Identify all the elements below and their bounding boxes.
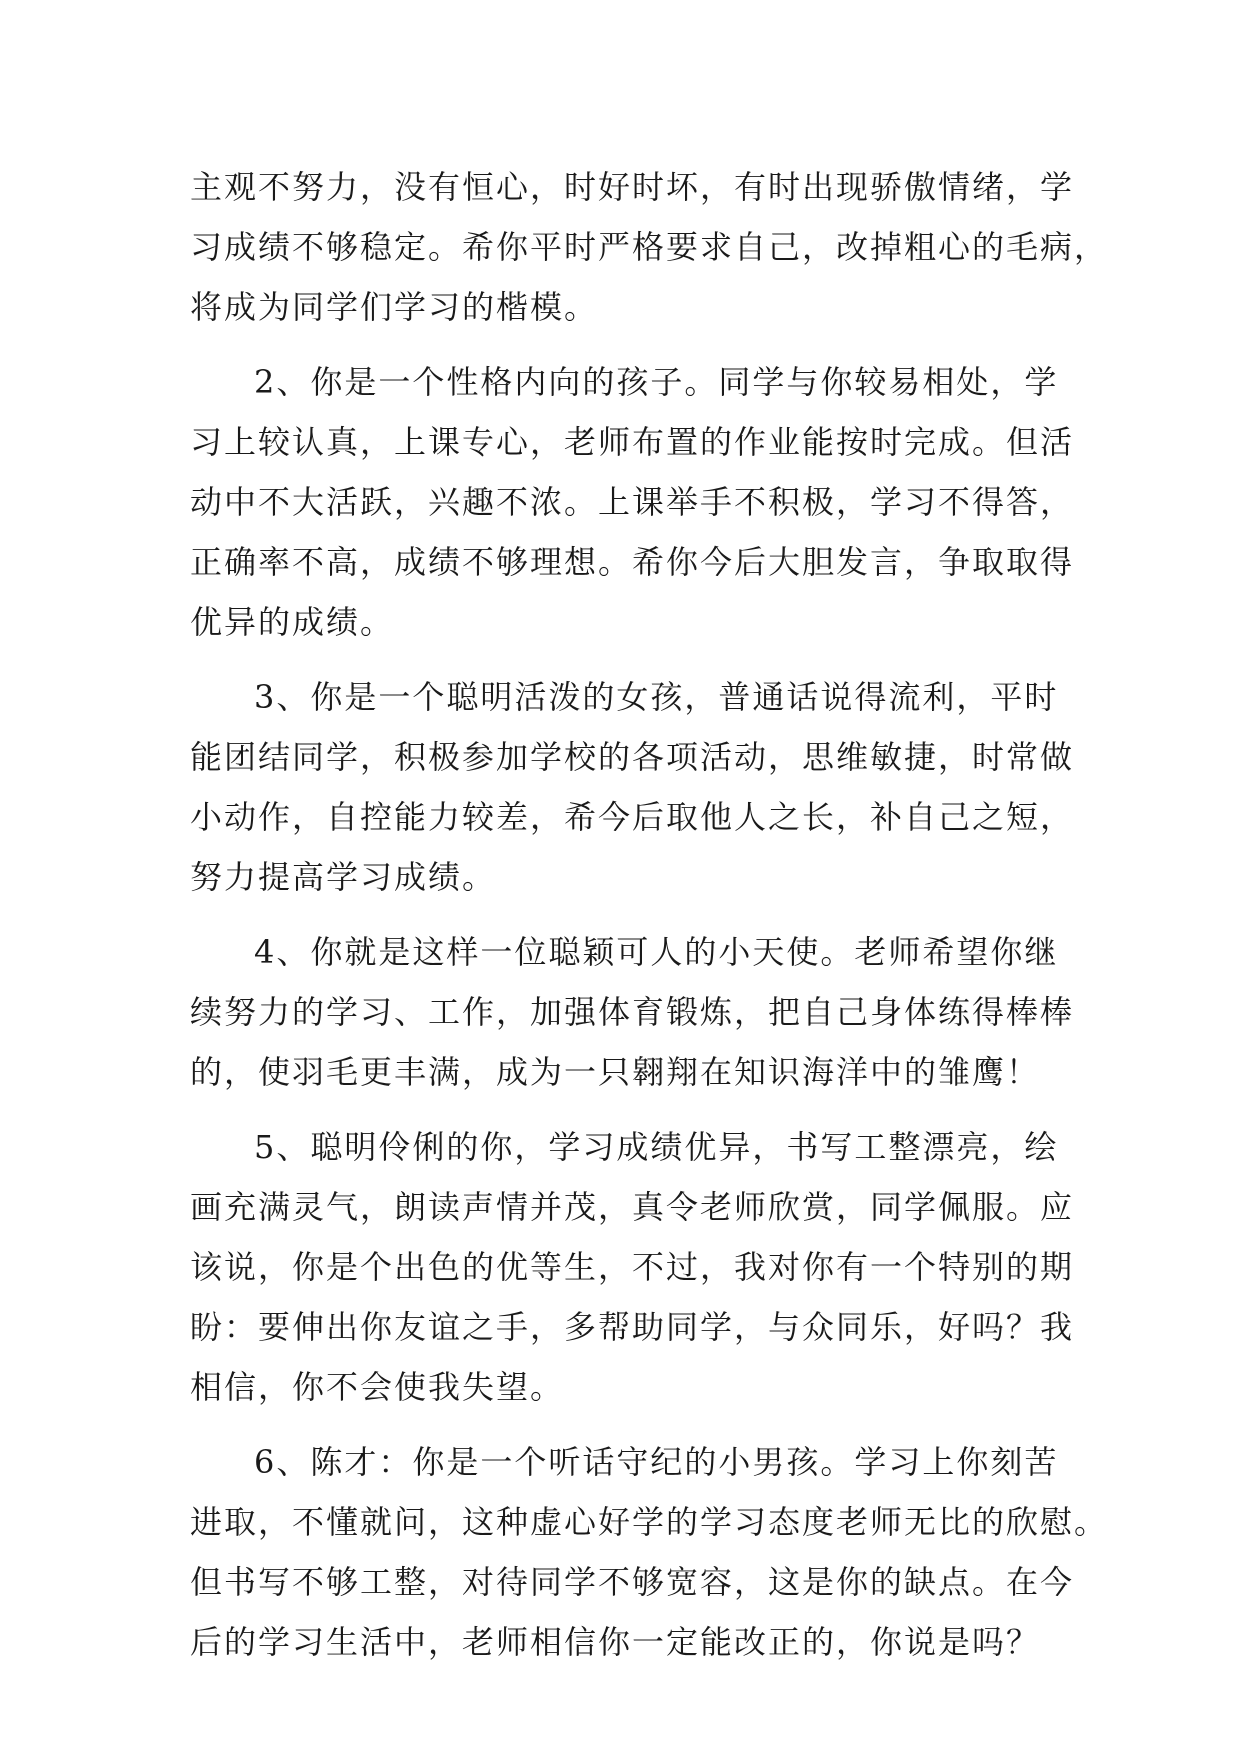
text-line: 后的学习生活中，老师相信你一定能改正的，你说是吗？ (190, 1623, 1041, 1661)
text-line: 画充满灵气，朗读声情并茂，真令老师欣赏，同学佩服。应 (190, 1188, 1075, 1226)
text-line: 习成绩不够稳定。希你平时严格要求自己，改掉粗心的毛病， (190, 228, 1109, 266)
paragraph-2 (190, 352, 1075, 652)
paragraph-5 (190, 1117, 1075, 1417)
text-line: 续努力的学习、工作，加强体育锻炼，把自己身体练得棒棒 (190, 993, 1075, 1031)
text-line: 小动作，自控能力较差，希今后取他人之长，补自己之短， (190, 798, 1075, 836)
text-line: 正确率不高，成绩不够理想。希你今后大胆发言，争取取得 (190, 543, 1075, 581)
text-line: 5、聪明伶俐的你，学习成绩优异，书写工整漂亮，绘 (254, 1128, 1059, 1166)
text-line: 3、你是一个聪明活泼的女孩，普通话说得流利，平时 (254, 678, 1059, 716)
paragraph-1-continued (190, 157, 1109, 337)
text-line: 的，使羽毛更丰满，成为一只翱翔在知识海洋中的雏鹰！ (190, 1053, 1041, 1091)
text-line: 动中不大活跃，兴趣不浓。上课举手不积极，学习不得答， (190, 483, 1075, 521)
text-line: 但书写不够工整，对待同学不够宽容，这是你的缺点。在今 (190, 1563, 1075, 1601)
paragraph-6 (190, 1432, 1109, 1672)
text-line: 努力提高学习成绩。 (190, 858, 497, 896)
text-line: 4、你就是这样一位聪颖可人的小天使。老师希望你继 (254, 933, 1059, 971)
text-line: 该说，你是个出色的优等生，不过，我对你有一个特别的期 (190, 1248, 1075, 1286)
text-line: 主观不努力，没有恒心，时好时坏，有时出现骄傲情绪，学 (190, 168, 1075, 206)
text-line: 能团结同学，积极参加学校的各项活动，思维敏捷，时常做 (190, 738, 1075, 776)
document-body (190, 157, 1109, 1672)
paragraph-3 (190, 667, 1075, 907)
text-line: 优异的成绩。 (190, 603, 395, 641)
text-line: 相信，你不会使我失望。 (190, 1368, 565, 1406)
text-line: 2、你是一个性格内向的孩子。同学与你较易相处，学 (254, 363, 1059, 401)
text-line: 进取，不懂就问，这种虚心好学的学习态度老师无比的欣慰。 (190, 1503, 1109, 1541)
paragraph-4 (190, 922, 1075, 1102)
text-line: 习上较认真，上课专心，老师布置的作业能按时完成。但活 (190, 423, 1075, 461)
text-line: 6、陈才：你是一个听话守纪的小男孩。学习上你刻苦 (254, 1443, 1059, 1481)
text-line: 将成为同学们学习的楷模。 (190, 288, 599, 326)
text-line: 盼：要伸出你友谊之手，多帮助同学，与众同乐，好吗？我 (190, 1308, 1075, 1346)
